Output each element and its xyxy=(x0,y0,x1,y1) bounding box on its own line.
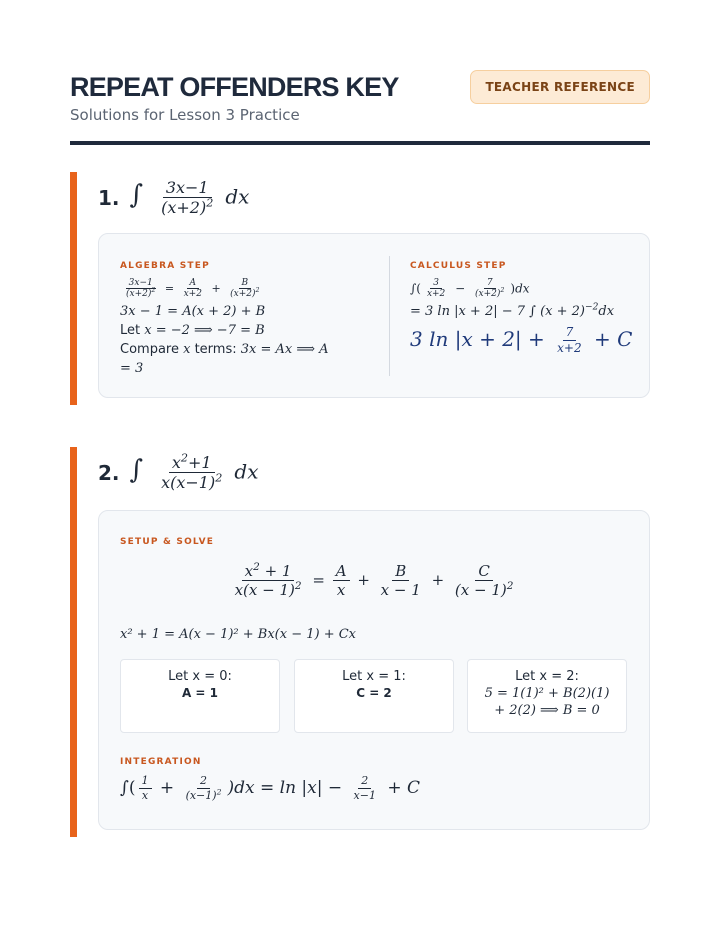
problem-2-numerator-rest: +1 xyxy=(188,452,212,472)
problem-1-denominator xyxy=(158,198,216,217)
problem-1-numerator: 3x−1 xyxy=(163,179,212,198)
calculus-line-2-end: dx xyxy=(598,304,615,319)
algebra-line-4-text2: terms: xyxy=(190,342,241,357)
problem-2-differential: dx xyxy=(234,458,259,483)
problem-1-differential: dx xyxy=(225,183,250,208)
setup-solve-label: SETUP & SOLVE xyxy=(120,537,215,547)
integration-label: INTEGRATION xyxy=(120,757,202,767)
calculus-line-2 xyxy=(410,304,614,319)
integration-frac-2: $\frac{2}{(x-1)^2}$ xyxy=(185,774,222,802)
answer-1-part-a: 3 ln |x + 2| + xyxy=(410,327,545,352)
identity-equation: x² + 1 = A(x − 1)² + Bx(x − 1) + Cx xyxy=(120,627,357,642)
answer-1-part-b: + C xyxy=(593,327,633,352)
answer-1-fraction-num: 7 xyxy=(563,326,577,341)
page-title: REPEAT OFFENDERS KEY xyxy=(70,72,399,102)
problem-2-integral xyxy=(129,451,259,493)
problem-1-solution-card xyxy=(98,233,650,398)
integration-result-end: + C xyxy=(387,777,421,798)
case-x-0-result: A = 1 xyxy=(181,686,219,700)
calculus-line-1: ∫( $\frac{3}{x+2}$ − $\frac{7}{(x+2)^2}$ )dx xyxy=(410,278,530,300)
case-x-2-line-2: 5 = 1(1)² + B(2)(1) xyxy=(484,686,610,701)
setup-a: $\frac{A}{x}$ xyxy=(333,563,350,599)
case-x-2 xyxy=(467,659,627,733)
problem-1-heading xyxy=(98,174,249,222)
fraction-a: $\frac{A}{x+2}$ xyxy=(183,278,202,300)
problem-1-integral xyxy=(130,179,250,218)
problem-2-accent-bar xyxy=(70,447,77,837)
integration-frac-3: $\frac{2}{x-1}$ xyxy=(353,774,376,802)
integration-result: ∫( $\frac{1}{x}$ + $\frac{2}{(x-1)^2}$ )dx = ln |x| − $\frac{2}{x-1}$ + C xyxy=(120,774,421,802)
calculus-step-label: CALCULUS STEP xyxy=(410,261,507,271)
algebra-line-2: 3x − 1 = A(x + 2) + B xyxy=(120,304,266,319)
case-x-0-label: Let x = 0: xyxy=(168,669,232,684)
case-x-1-label: Let x = 1: xyxy=(342,669,406,684)
problem-1 xyxy=(70,172,650,405)
algebra-line-3-text: Let xyxy=(120,323,145,338)
case-x-1 xyxy=(294,659,454,733)
fraction-b: $\frac{B}{(x+2)^2}$ xyxy=(230,278,260,300)
exponent-2: 2 xyxy=(206,196,214,210)
problem-2-numerator: $x^2+1$ xyxy=(169,454,215,473)
page-subtitle: Solutions for Lesson 3 Practice xyxy=(70,106,300,124)
algebra-line-4-var: x xyxy=(183,342,191,357)
problem-2-heading xyxy=(98,449,259,497)
algebra-line-5: = 3 xyxy=(120,361,144,376)
algebra-decomposition: $\frac{3x-1}{(x+2)^2}$ = $\frac{A}{x+2}$ + $\frac{B}{(x+2)^2}$ xyxy=(120,278,266,300)
case-x-2-label: Let x = 2: xyxy=(515,669,579,684)
integration-result-mid: )dx = ln |x| − xyxy=(227,777,343,798)
setup-b: $\frac{B}{x - 1}$ xyxy=(380,562,421,600)
integral-sign-icon: ∫ xyxy=(129,179,144,210)
case-x-0 xyxy=(120,659,280,733)
calculus-line-2-main: = 3 ln |x + 2| − 7 ∫ (x + 2) xyxy=(410,304,585,319)
problem-1-denominator-base: (x+2) xyxy=(161,198,207,218)
algebra-line-3-math: x = −2 ⟹ −7 = B xyxy=(144,323,265,338)
algebra-line-3 xyxy=(120,323,265,338)
partial-fraction-setup: $\frac{x^2 + 1}{x(x - 1)^2}$ = $\frac{A}{x}$ + $\frac{B}{x - 1}$ + $\frac{C}{(x - 1)^2}$ xyxy=(99,563,649,599)
problem-2-number: 2. xyxy=(98,461,120,485)
problem-1-integrand xyxy=(158,179,216,218)
problem-1-accent-bar xyxy=(70,172,77,405)
algebra-line-4-text: Compare xyxy=(120,342,184,357)
problem-2 xyxy=(70,447,650,837)
setup-lhs: $\frac{x^2 + 1}{x(x - 1)^2}$ xyxy=(234,561,302,600)
setup-c: $\frac{C}{(x - 1)^2}$ xyxy=(454,562,514,600)
page-header xyxy=(70,70,650,146)
problem-1-number: 1. xyxy=(98,186,120,210)
problem-2-integrand xyxy=(158,451,225,493)
header-divider xyxy=(70,141,650,145)
teacher-reference-badge: TEACHER REFERENCE xyxy=(470,70,650,104)
problem-2-denominator-base: x(x−1) xyxy=(161,473,216,493)
problem-2-denominator: $x(x-1)^2$ xyxy=(161,471,223,493)
step-divider xyxy=(389,256,390,376)
answer-1-fraction-den: x+2 xyxy=(557,340,582,355)
problem-2-numerator-base: x xyxy=(171,452,181,472)
fraction-7: $\frac{7}{(x+2)^2}$ xyxy=(475,278,505,300)
algebra-line-4-math: 3x = Ax ⟹ A xyxy=(240,342,329,357)
problem-2-solution-card xyxy=(98,510,650,830)
integration-frac-1: $\frac{1}{x}$ xyxy=(139,775,152,802)
problem-1-final-answer xyxy=(410,326,632,355)
algebra-line-4 xyxy=(120,342,329,357)
fraction-lhs: $\frac{3x-1}{(x+2)^2}$ xyxy=(126,278,156,300)
calculus-line-2-exponent: −2 xyxy=(584,302,599,313)
case-x-1-result: C = 2 xyxy=(356,686,392,700)
algebra-step-label: ALGEBRA STEP xyxy=(120,261,210,271)
integral-sign-icon: ∫ xyxy=(129,454,144,485)
case-x-2-line-3: + 2(2) ⟹ B = 0 xyxy=(494,703,600,718)
fraction-3: $\frac{3}{x+2}$ xyxy=(426,278,446,300)
answer-1-fraction xyxy=(554,326,584,355)
